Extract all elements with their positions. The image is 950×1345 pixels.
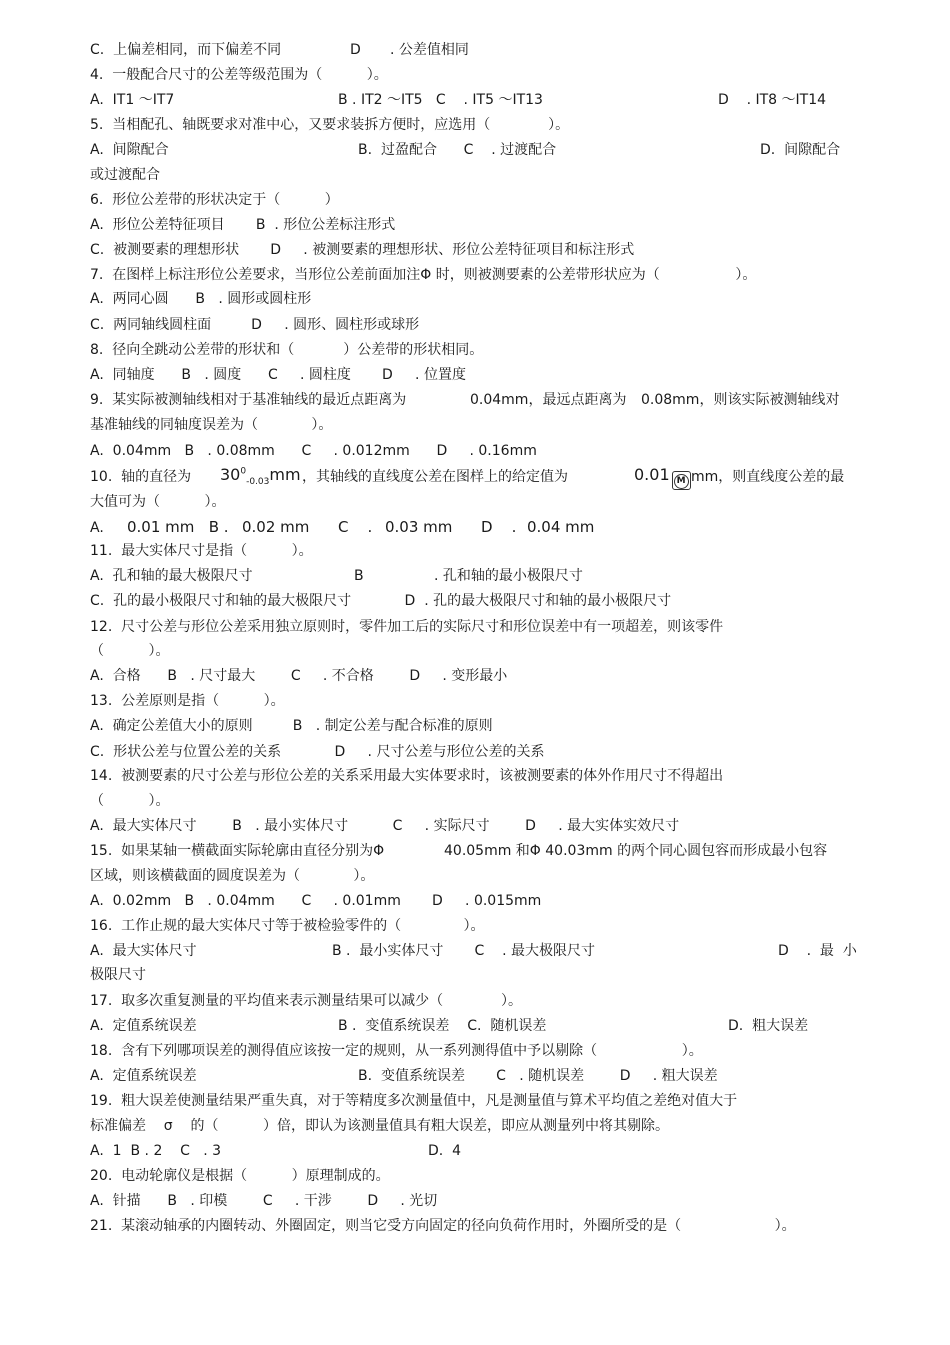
option-line: 0.03 mm D . <box>385 518 517 536</box>
question-5: 5. 当相配孔、轴既要求对准中心，又要求装拆方便时，应选用（ ）。 <box>90 117 570 133</box>
text-line: 大值可为（ ）。 <box>90 494 226 510</box>
dimension-base: 30 <box>220 465 241 484</box>
option-line: A. 定值系统误差 <box>90 1018 197 1034</box>
option-line: . 公差值相同 <box>390 42 469 58</box>
option-line: B . IT2 ～IT5 C . IT5 ～IT13 <box>338 92 543 108</box>
question-12: 12. 尺寸公差与形位公差采用独立原则时，零件加工后的实际尺寸和形位误差中有一项超差，则该零件 <box>90 619 724 635</box>
option-line: A. 两同心圆 B . 圆形或圆柱形 <box>90 291 312 307</box>
option-line: D . IT8 ～IT14 <box>718 92 827 108</box>
question-10-part: ，其轴线的直线度公差在图样上的给定值为 <box>302 469 568 485</box>
option-line: C. 被测要素的理想形状 D . 被测要素的理想形状、形位公差特征项目和标注形式 <box>90 242 635 258</box>
question-18: 18. 含有下列哪项误差的测得值应该按一定的规则，从一系列测得值中予以剔除（ ）。 <box>90 1043 703 1059</box>
option-line: D. 粗大误差 <box>728 1018 809 1034</box>
question-10: 10. 轴的直径为 <box>90 469 192 485</box>
option-line: 0.04 mm <box>527 518 595 536</box>
dimension-unit: mm <box>269 465 301 484</box>
question-11: 11. 最大实体尺寸是指（ ）。 <box>90 543 313 559</box>
max-material-symbol: M <box>674 474 689 489</box>
text-line: 标准偏差 σ 的（ ）倍，即认为该测量值具有粗大误差，即应从测量列中将其剔除。 <box>90 1118 669 1134</box>
option-line: B. 变值系统误差 C . 随机误差 D . 粗大误差 <box>358 1068 718 1084</box>
option-line: C. 孔的最小极限尺寸和轴的最大极限尺寸 D . 孔的最大极限尺寸和轴的最小极限尺寸 <box>90 593 672 609</box>
max-material-icon <box>672 471 691 490</box>
option-line: A. 间隙配合 <box>90 142 169 158</box>
tolerance-number: 0.01 <box>634 465 670 484</box>
option-line: A. 孔和轴的最大极限尺寸 <box>90 568 253 584</box>
question-17: 17. 取多次重复测量的平均值来表示测量结果可以减少（ ）。 <box>90 993 523 1009</box>
question-21: 21. 某滚动轴承的内圈转动、外圈固定，则当它受方向固定的径向负荷作用时，外圈所受的是（ ）。 <box>90 1218 796 1234</box>
option-line: A. 1 B . 2 C . 3 <box>90 1143 222 1159</box>
text-line: 区域，则该横截面的圆度误差为（ ）。 <box>90 868 375 884</box>
text-line: 极限尺寸 <box>90 967 146 983</box>
question-15: 15. 如果某轴一横截面实际轮廓由直径分别为Φ <box>90 843 385 859</box>
question-9: 9. 某实际被测轴线相对于基准轴线的最近点距离为 <box>90 392 407 408</box>
question-7: 7. 在图样上标注形位公差要求，当形位公差前面加注Φ 时，则被测要素的公差带形状应为（ ）。 <box>90 267 757 283</box>
option-line: D. 4 <box>428 1143 462 1159</box>
option-line: A. 同轴度 B . 圆度 C . 圆柱度 D . 位置度 <box>90 367 466 383</box>
option-line: D . 最 小 <box>778 943 857 959</box>
question-9-part: 0.04mm，最远点距离为 <box>470 392 627 408</box>
text-line: 基准轴线的同轴度误差为（ ）。 <box>90 417 333 433</box>
option-line: C. 上偏差相同，而下偏差不同 <box>90 42 282 58</box>
option-line: A. 最大实体尺寸 B . 最小实体尺寸 C . 实际尺寸 D . 最大实体实效尺寸 <box>90 818 680 834</box>
option-line: A. 形位公差特征项目 B . 形位公差标注形式 <box>90 217 396 233</box>
option-line: B . 变值系统误差 C. 随机误差 <box>338 1018 547 1034</box>
option-line: 0.01 mm B . <box>127 518 229 536</box>
option-line: C. 两同轴线圆柱面 D . 圆形、圆柱形或球形 <box>90 317 420 333</box>
question-10-part: mm，则直线度公差的最 <box>691 469 845 485</box>
option-line: 0.02 mm C . <box>242 518 373 536</box>
question-14: 14. 被测要素的尺寸公差与形位公差的关系采用最大实体要求时，该被测要素的体外作用尺寸不得超出 <box>90 768 724 784</box>
option-line: B <box>354 568 364 584</box>
option-line: . 孔和轴的最小极限尺寸 <box>434 568 583 584</box>
question-8: 8. 径向全跳动公差带的形状和（ ）公差带的形状相同。 <box>90 342 484 358</box>
option-line: B . 最小实体尺寸 C . 最大极限尺寸 <box>332 943 596 959</box>
option-line: A. <box>90 520 104 536</box>
dimension-value <box>220 465 301 488</box>
option-line: A. 确定公差值大小的原则 B . 制定公差与配合标准的原则 <box>90 718 493 734</box>
option-line: A. IT1 ～IT7 <box>90 92 175 108</box>
question-13: 13. 公差原则是指（ ）。 <box>90 693 285 709</box>
question-20: 20. 电动轮廓仪是根据（ ）原理制成的。 <box>90 1168 390 1184</box>
question-15-part: 40.05mm 和Φ 40.03mm 的两个同心圆包容而形成最小包容 <box>444 843 828 859</box>
lower-deviation: -0.03 <box>246 477 270 488</box>
option-line: A. 针描 B . 印模 C . 干涉 D . 光切 <box>90 1193 438 1209</box>
question-9-part: 0.08mm，则该实际被测轴线对 <box>641 392 840 408</box>
option-line: A. 0.04mm B . 0.08mm C . 0.012mm D . 0.16mm <box>90 443 537 459</box>
tolerance-value <box>634 466 693 490</box>
text-line: 或过渡配合 <box>90 167 160 183</box>
question-19: 19. 粗大误差使测量结果严重失真，对于等精度多次测量值中，凡是测量值与算术平均值之差绝对值大于 <box>90 1093 738 1109</box>
option-line: A. 合格 B . 尺寸最大 C . 不合格 D . 变形最小 <box>90 668 508 684</box>
text-line: （ ）。 <box>90 643 170 659</box>
option-line: A. 最大实体尺寸 <box>90 943 197 959</box>
question-16: 16. 工作止规的最大实体尺寸等于被检验零件的（ ）。 <box>90 918 485 934</box>
option-line: B. 过盈配合 C . 过渡配合 <box>358 142 557 158</box>
option-line: C. 形状公差与位置公差的关系 D . 尺寸公差与形位公差的关系 <box>90 744 545 760</box>
option-line: A. 定值系统误差 <box>90 1068 197 1084</box>
option-line: D. 间隙配合 <box>760 142 841 158</box>
option-line: A. 0.02mm B . 0.04mm C . 0.01mm D . 0.015mm <box>90 893 542 909</box>
upper-deviation: 0 <box>240 466 247 477</box>
question-4: 4. 一般配合尺寸的公差等级范围为（ ）。 <box>90 67 388 83</box>
text-line: （ ）。 <box>90 793 170 809</box>
option-line: D <box>350 42 361 58</box>
question-6: 6. 形位公差带的形状决定于（ ） <box>90 192 339 208</box>
